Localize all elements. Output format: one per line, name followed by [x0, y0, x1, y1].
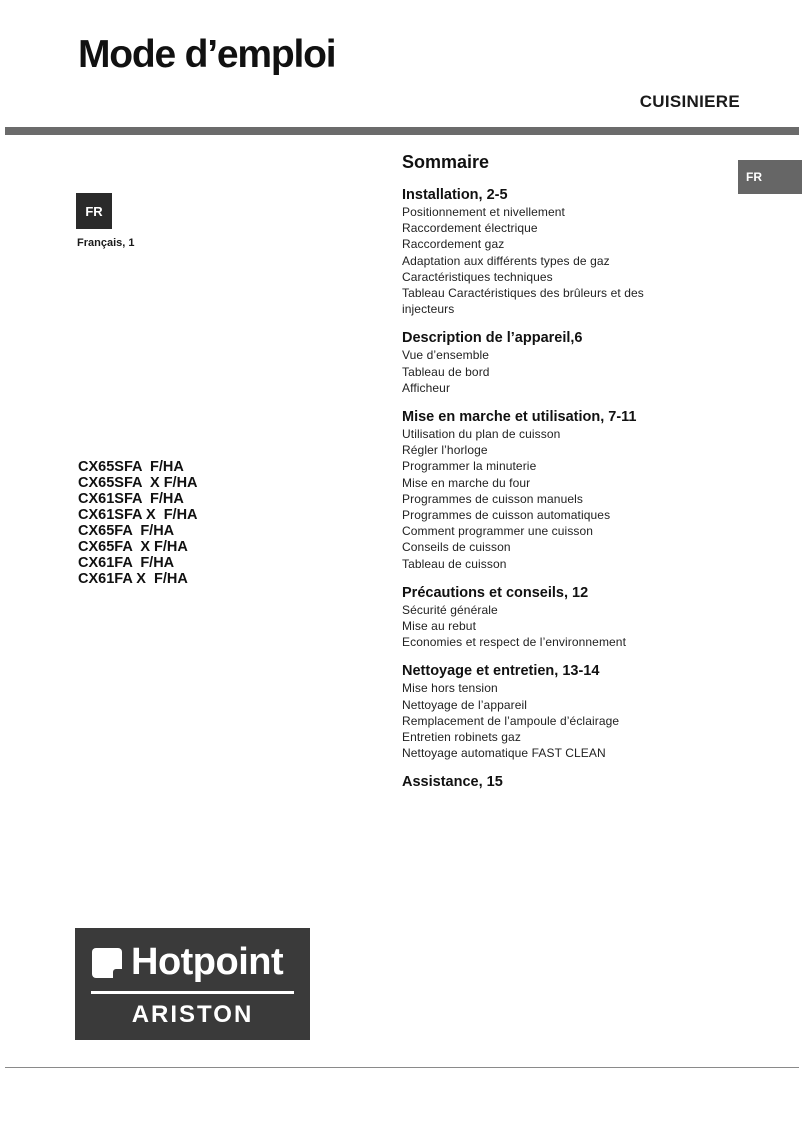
toc-item: Conseils de cuisson — [402, 540, 511, 555]
document-title: Mode d’emploi — [78, 33, 336, 76]
model-item: CX61FA F/HA — [78, 555, 175, 571]
toc-item: Régler l’horloge — [402, 443, 488, 458]
toc-item: Programmes de cuisson automatiques — [402, 508, 611, 523]
toc-title: Sommaire — [402, 152, 490, 172]
toc-item: Adaptation aux différents types de gaz — [402, 253, 610, 268]
toc-item: Entretien robinets gaz — [402, 730, 521, 745]
model-item: CX65FA F/HA — [78, 523, 175, 539]
model-item: CX65FA X F/HA — [78, 539, 188, 555]
toc-item: Tableau de cuisson — [402, 556, 507, 571]
toc-item: Programmer la minuterie — [402, 459, 537, 474]
toc-item: Programmes de cuisson manuels — [402, 491, 583, 506]
toc-item: Mise en marche du four — [402, 475, 531, 490]
toc-section-cleaning — [402, 662, 702, 761]
language-badge: FR — [76, 193, 112, 229]
language-page-reference: Français, 1 — [77, 237, 135, 249]
toc-item: Mise hors tension — [402, 681, 498, 696]
toc-item: Economies et respect de l’environnement — [402, 635, 627, 650]
model-item: CX65SFA F/HA — [78, 459, 184, 475]
toc-item: Sécurité générale — [402, 602, 498, 617]
toc-section-heading: Installation, 2-5 — [402, 187, 508, 203]
brand-logo — [75, 928, 310, 1040]
model-item: CX61SFA F/HA — [78, 491, 184, 507]
toc-item: Remplacement de l’ampoule d’éclairage — [402, 713, 620, 728]
toc-item: Afficheur — [402, 380, 451, 395]
toc-section-heading: Mise en marche et utilisation, 7-11 — [402, 409, 637, 426]
toc-section-heading: Précautions et conseils, 12 — [402, 584, 589, 601]
toc-section-assistance — [402, 773, 702, 791]
brand-name-secondary: ARISTON — [131, 1001, 254, 1028]
brand-name-primary: Hotpoint — [131, 941, 284, 983]
toc-item: injecteurs — [402, 302, 455, 317]
footer-divider — [5, 1067, 799, 1068]
toc-section-heading: Nettoyage et entretien, 13-14 — [402, 663, 600, 680]
toc-section-heading: Description de l’appareil,6 — [402, 330, 583, 347]
toc-section-usage — [402, 408, 702, 572]
toc-section-description — [402, 329, 702, 396]
model-list — [78, 459, 198, 587]
toc-item: Utilisation du plan de cuisson — [402, 427, 561, 442]
toc-item: Tableau de bord — [402, 364, 490, 379]
toc-section-precautions — [402, 584, 702, 651]
header-divider — [5, 127, 799, 135]
table-of-contents — [402, 150, 702, 791]
model-item: CX61FA X F/HA — [78, 571, 188, 587]
toc-item: Comment programmer une cuisson — [402, 524, 594, 539]
product-category: CUISINIERE — [639, 92, 740, 111]
toc-item: Raccordement gaz — [402, 237, 505, 252]
toc-item: Nettoyage automatique FAST CLEAN — [402, 746, 606, 761]
toc-item: Tableau Caractéristiques des brûleurs et des — [402, 286, 644, 301]
model-item: CX61SFA X F/HA — [78, 507, 198, 523]
toc-item: Mise au rebut — [402, 619, 477, 634]
logo-divider — [91, 991, 294, 994]
toc-item: Caractéristiques techniques — [402, 269, 553, 284]
toc-item: Nettoyage de l’appareil — [402, 697, 528, 712]
brand-mark-icon — [92, 948, 122, 978]
toc-item: Positionnement et nivellement — [402, 205, 565, 219]
toc-item: Vue d’ensemble — [402, 348, 490, 363]
toc-item: Raccordement électrique — [402, 221, 538, 236]
toc-section-installation — [402, 186, 702, 317]
toc-section-heading: Assistance, 15 — [402, 774, 503, 791]
language-side-tab: FR — [738, 160, 802, 194]
model-item: CX65SFA X F/HA — [78, 475, 198, 491]
